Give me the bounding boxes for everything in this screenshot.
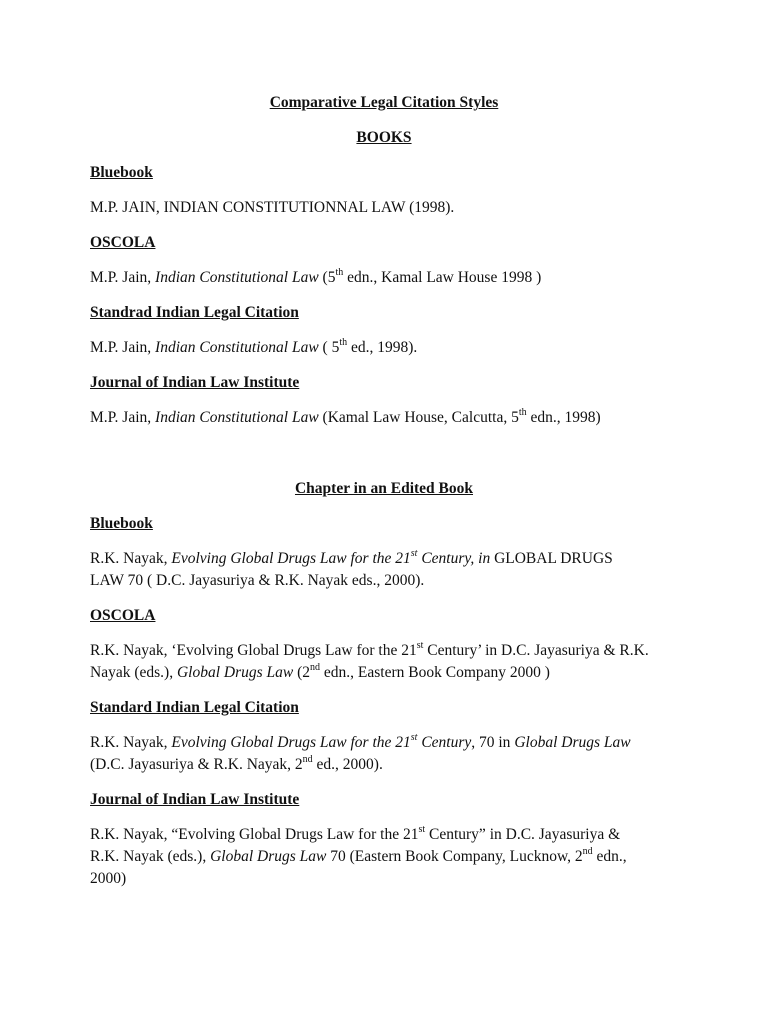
books-oscola-label: OSCOLA [90,234,156,251]
citation-text: ( 5 [318,339,340,356]
chapter-jili-citation-line3: 2000) [90,870,127,887]
chapter-standard-label: Standard Indian Legal Citation [90,699,299,716]
citation-superscript: st [416,639,424,651]
citation-book-title: Global Drugs Law [176,664,294,681]
chapter-jili-label: Journal of Indian Law Institute [90,791,300,808]
citation-text: Century’ in D.C. Jayasuriya & R.K. [423,642,649,659]
books-bluebook-citation: M.P. JAIN, INDIAN CONSTITUTIONNAL LAW (1998). [90,199,455,216]
chapter-oscola-citation-line1 [90,641,649,661]
citation-text: (Kamal Law House, Calcutta, 5 [318,409,519,426]
citation-superscript: th [518,406,527,418]
books-oscola-citation [90,268,541,288]
citation-text: R.K. Nayak, ‘Evolving Global Drugs Law for the 21 [90,642,417,659]
chapter-standard-citation-line2 [90,755,383,775]
citation-text: , 70 in [471,734,515,751]
chapter-oscola-citation-line2 [90,663,550,683]
chapter-jili-citation-line2 [90,847,627,867]
chapter-bluebook-citation-line2: LAW 70 ( D.C. Jayasuriya & R.K. Nayak eds., 2000). [90,572,425,589]
citation-text: Nayak (eds.), [90,664,177,681]
citation-superscript: st [418,823,426,835]
chapter-bluebook-citation-line1 [90,549,613,569]
citation-text: R.K. Nayak, [90,734,172,751]
citation-text: Century” in D.C. Jayasuriya & [425,826,621,843]
citation-superscript: st [410,547,418,559]
books-heading: BOOKS [356,129,412,146]
citation-text: (2 [293,664,311,681]
citation-text: ed., 1998). [347,339,418,356]
citation-superscript: nd [582,845,593,857]
citation-book-title: Indian Constitutional Law [155,409,319,426]
citation-book-title: Indian Constitutional Law [155,269,319,286]
citation-text: (D.C. Jayasuriya & R.K. Nayak, 2 [90,756,303,773]
citation-book-title: Indian Constitutional Law [155,339,319,356]
citation-text: edn., Eastern Book Company 2000 ) [320,664,550,681]
citation-text: GLOBAL DRUGS [490,550,613,567]
chapter-jili-citation-line1 [90,825,620,845]
citation-superscript: th [335,266,344,278]
books-jili-label: Journal of Indian Law Institute [90,374,300,391]
chapter-standard-citation-line1 [90,733,631,753]
citation-text: edn., Kamal Law House 1998 ) [343,269,542,286]
document-title: Comparative Legal Citation Styles [269,94,499,111]
citation-chapter-title: Evolving Global Drugs Law for the 21 [171,734,411,751]
citation-text: 70 (Eastern Book Company, Lucknow, 2 [326,848,583,865]
citation-text: ed., 2000). [312,756,383,773]
chapter-heading: Chapter in an Edited Book [294,480,473,497]
citation-book-title: Global Drugs Law [210,848,327,865]
citation-text: edn., 1998) [526,409,601,426]
citation-chapter-title-end: Century, in [417,550,491,567]
citation-superscript: th [339,336,348,348]
citation-text: R.K. Nayak (eds.), [90,848,211,865]
citation-text: (5 [318,269,336,286]
citation-chapter-title: Evolving Global Drugs Law for the 21 [171,550,411,567]
citation-superscript: st [410,731,418,743]
citation-superscript: nd [302,753,313,765]
citation-book-title: Global Drugs Law [514,734,631,751]
citation-superscript: nd [310,661,321,673]
chapter-oscola-label: OSCOLA [90,607,156,624]
citation-author: M.P. Jain, [90,339,156,356]
citation-chapter-title-end: Century [417,734,472,751]
books-standard-citation [90,338,417,358]
citation-author: M.P. Jain, [90,269,156,286]
books-standard-label: Standrad Indian Legal Citation [90,304,299,321]
citation-text: R.K. Nayak, “Evolving Global Drugs Law for the 21 [90,826,419,843]
citation-author: M.P. Jain, [90,409,156,426]
books-jili-citation [90,408,601,428]
citation-text: edn., [592,848,627,865]
citation-author: R.K. Nayak, [90,550,172,567]
chapter-bluebook-label: Bluebook [90,515,153,532]
books-bluebook-label: Bluebook [90,164,153,181]
